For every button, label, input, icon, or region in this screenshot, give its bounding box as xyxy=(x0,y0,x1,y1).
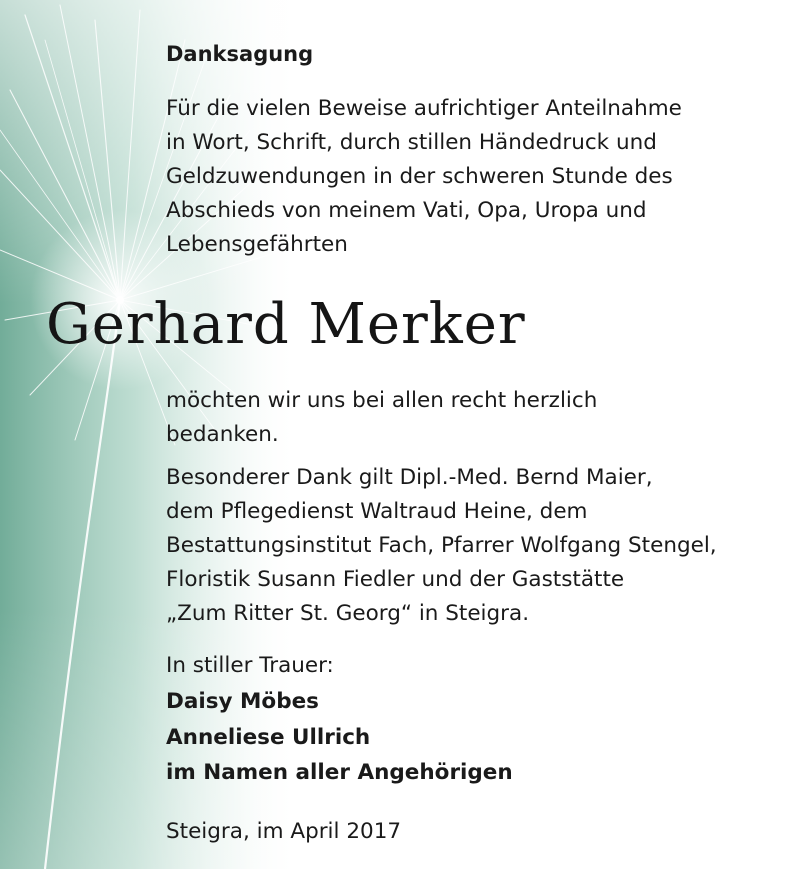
signature-name: Daisy Möbes xyxy=(166,689,319,714)
place-date: Steigra, im April 2017 xyxy=(166,819,402,844)
notice-heading: Danksagung xyxy=(166,42,314,66)
signature-name: im Namen aller Angehörigen xyxy=(166,760,513,785)
signature-intro: In stiller Trauer: xyxy=(166,653,334,678)
signature-name: Anneliese Ullrich xyxy=(166,725,371,750)
thanks-paragraph: möchten wir uns bei allen recht herzlich bedanken. xyxy=(166,388,598,447)
special-thanks-paragraph: Besonderer Dank gilt Dipl.-Med. Bernd Maier, dem Pflegedienst Waltraud Heine, dem Bestattungsinstitut Fach, Pfarrer Wolfgang Stengel, Floristik Susann Fiedler und der Gaststätte „Zum Ritter St. Georg“ in Steigra. xyxy=(166,465,717,626)
deceased-name: Gerhard Merker xyxy=(46,292,526,357)
intro-paragraph: Für die vielen Beweise aufrichtiger Anteilnahme in Wort, Schrift, durch stillen Händedruck und Geldzuwendungen in der schweren Stunde des Abschieds von meinem Vati, Opa, Uropa und Lebensgefährten xyxy=(166,96,682,257)
